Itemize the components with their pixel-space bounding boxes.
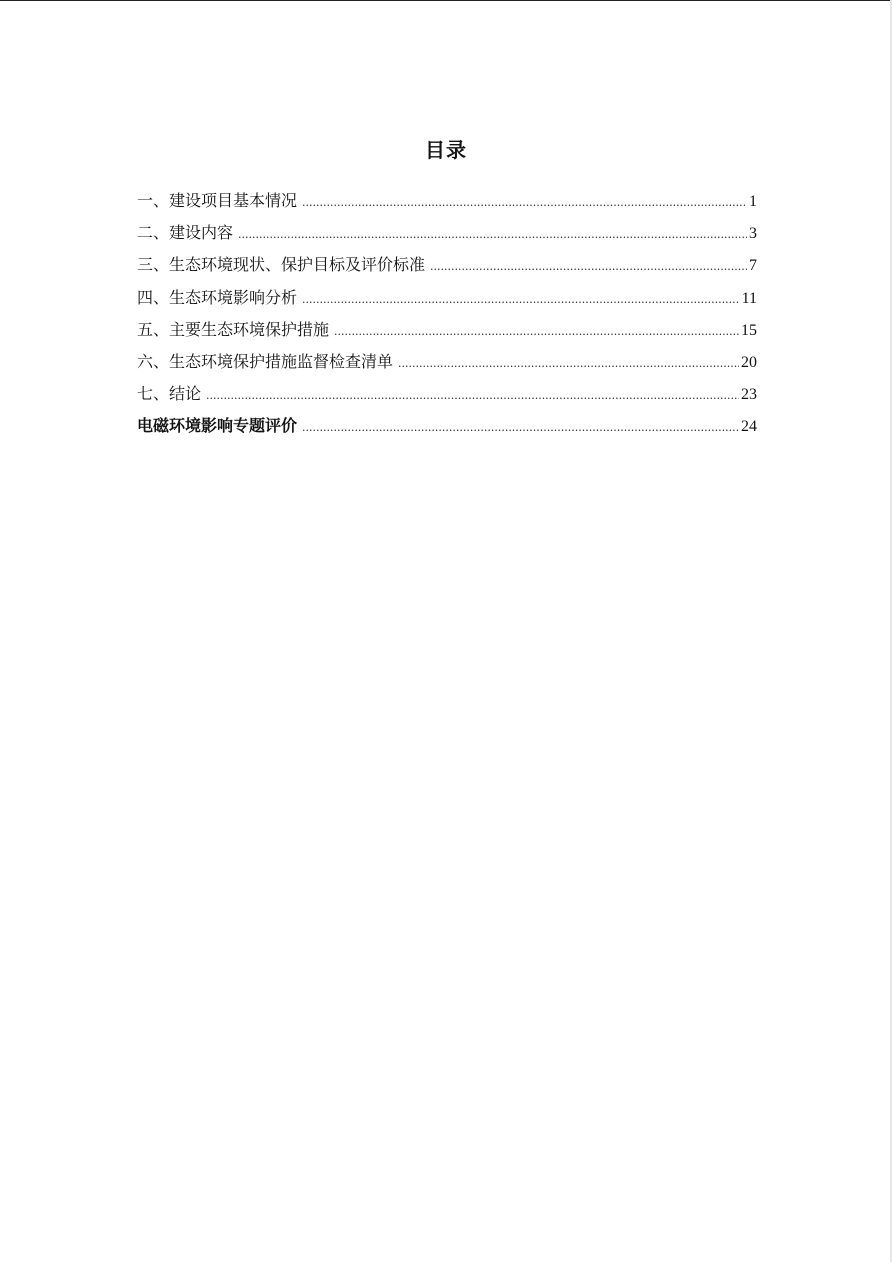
page-top-border [0, 0, 892, 1]
toc-entry[interactable] [137, 314, 757, 346]
toc-entry-label: 六、生态环境保护措施监督检查清单 [137, 351, 394, 371]
toc-entry[interactable] [137, 185, 757, 217]
toc-dot-leader [334, 314, 739, 348]
toc-entry[interactable] [137, 378, 757, 410]
toc-dot-leader [430, 249, 747, 283]
toc-entry-label: 四、生态环境影响分析 [137, 287, 298, 307]
toc-entry-page: 23 [741, 386, 757, 404]
toc-entry-label: 五、主要生态环境保护措施 [137, 319, 330, 339]
toc-entry-label: 电磁环境影响专题评价 [137, 416, 298, 436]
toc-entry[interactable] [137, 282, 757, 314]
toc-entry[interactable] [137, 249, 757, 281]
toc-entry-label: 二、建设内容 [137, 223, 234, 243]
toc-entry-page: 24 [741, 418, 757, 436]
toc-entry-label: 一、建设项目基本情况 [137, 191, 298, 210]
toc-entry-page: 20 [741, 353, 757, 371]
toc-entry-page: 7 [749, 257, 757, 275]
toc-dot-leader [302, 410, 739, 444]
toc-list [137, 185, 757, 443]
toc-entry-label: 三、生态环境现状、保护目标及评价标准 [137, 255, 426, 275]
toc-entry-page: 11 [741, 289, 757, 307]
toc-entry-page: 1 [749, 193, 757, 210]
toc-entry-page: 15 [741, 321, 757, 339]
toc-entry-label: 七、结论 [137, 384, 202, 404]
toc-dot-leader [302, 185, 747, 219]
toc-entry-page: 3 [749, 225, 757, 243]
toc-entry[interactable] [137, 346, 757, 378]
toc-dot-leader [302, 282, 740, 316]
toc-entry[interactable] [137, 410, 757, 442]
toc-dot-leader [206, 378, 739, 412]
toc-title: 目录 [425, 138, 467, 162]
toc-dot-leader [238, 217, 747, 251]
toc-dot-leader [398, 346, 739, 380]
toc-entry[interactable] [137, 217, 757, 249]
